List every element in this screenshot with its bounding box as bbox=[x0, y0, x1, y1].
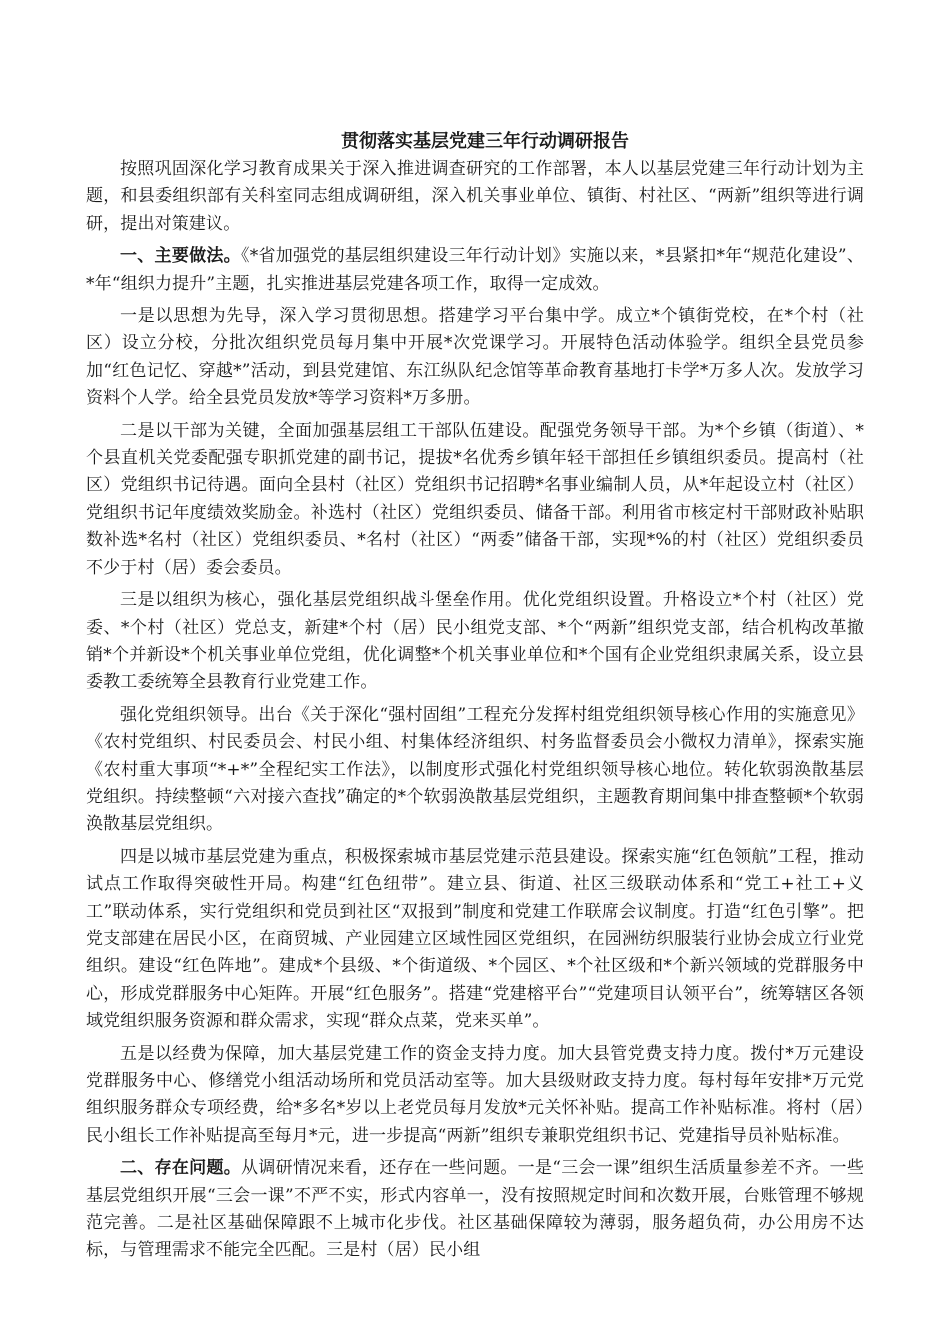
paragraph-point-2 bbox=[86, 418, 864, 582]
paragraph-section-1 bbox=[86, 243, 864, 298]
paragraph-text: 三是以组织为核心，强化基层党组织战斗堡垒作用。优化党组织设置。升格设立*个村（社区）党委、*个村（社区）党总支，新建*个村（居）民小组党支部、*个“两新”组织党支部，结合机构改革撤销*个并新设*个机关事业单位党组，优化调整*个机关事业单位和*个国有企业党组织隶属关系，设立县委教工委统筹全县教育行业党建工作。 bbox=[86, 590, 864, 693]
document-body bbox=[86, 128, 864, 1265]
paragraph-text: 强化党组织领导。出台《关于深化“强村固组”工程充分发挥村组党组织领导核心作用的实施意见》《农村党组织、村民委员会、村民小组、村集体经济组织、村务监督委员会小微权力清单》，探索实施《农村重大事项“*+*”全程纪实工作法》，以制度形式强化村党组织领导核心地位。转化软弱涣散基层党组织。持续整顿“六对接六查找”确定的*个软弱涣散基层党组织，主题教育期间集中排查整顿*个软弱涣散基层党组织。 bbox=[86, 704, 864, 835]
paragraph-text: 按照巩固深化学习教育成果关于深入推进调查研究的工作部署，本人以基层党建三年行动计划为主题，和县委组织部有关科室同志组成调研组，深入机关事业单位、镇街、村社区、“两新”组织等进行调研，提出对策建议。 bbox=[86, 159, 864, 234]
paragraph-text: 四是以城市基层党建为重点，积极探索城市基层党建示范县建设。探索实施“红色领航”工程，推动试点工作取得突破性开局。构建“红色纽带”。建立县、街道、社区三级联动体系和“党工+社工+义工”联动体系，实行党组织和党员到社区“双报到”制度和党建工作联席会议制度。打造“红色引擎”。把党支部建在居民小区，在商贸城、产业园建立区域性园区党组织，在园洲纺织服装行业协会成立行业党组织。建设“红色阵地”。建成*个县级、*个街道级、*个园区、*个社区级和*个新兴领域的党群服务中心，形成党群服务中心矩阵。开展“红色服务”。搭建“党建榕平台”“党建项目认领平台”，统筹辖区各领域党组织服务资源和群众需求，实现“群众点菜，党来买单”。 bbox=[86, 846, 864, 1032]
paragraph-text: 从调研情况来看，还存在一些问题。一是“三会一课”组织生活质量参差不齐。一些基层党组织开展“三会一课”不严不实，形式内容单一，没有按照规定时间和次数开展，台账管理不够规范完善。二是社区基础保障跟不上城市化步伐。社区基础保障较为薄弱，服务超负荷，办公用房不达标，与管理需求不能完全匹配。三是村（居）民小组 bbox=[86, 1158, 864, 1261]
paragraph-section-2 bbox=[86, 1155, 864, 1265]
paragraph-point-3 bbox=[86, 587, 864, 697]
paragraph-text: 一是以思想为先导，深入学习贯彻思想。搭建学习平台集中学。成立*个镇街党校，在*个村（社区）设立分校，分批次组织党员每月集中开展*次党课学习。开展特色活动体验学。组织全县党员参加“红色记忆、穿越*”活动，到县党建馆、东江纵队纪念馆等革命教育基地打卡学*万多人次。发放学习资料个人学。给全县党员发放*等学习资料*万多册。 bbox=[86, 306, 864, 409]
paragraph-point-1 bbox=[86, 303, 864, 413]
section-heading-main-practices: 一、主要做法。 bbox=[120, 246, 241, 267]
paragraph-point-4 bbox=[86, 844, 864, 1036]
section-heading-problems: 二、存在问题。 bbox=[120, 1158, 242, 1179]
paragraph-intro bbox=[86, 156, 864, 238]
paragraph-text: 二是以干部为关键，全面加强基层组工干部队伍建设。配强党务领导干部。为*个乡镇（街道）、*个县直机关党委配强专职抓党建的副书记，提拔*名优秀乡镇年轻干部担任乡镇组织委员。提高村（社区）党组织书记待遇。面向全县村（社区）党组织书记招聘*名事业编制人员，从*年起设立村（社区）党组织书记年度绩效奖励金。补选村（社区）党组织委员、储备干部。利用省市核定村干部财政补贴职数补选*名村（社区）党组织委员、*名村（社区）“两委”储备干部，实现*%的村（社区）党组织委员不少于村（居）委会委员。 bbox=[86, 420, 864, 578]
document-title: 贯彻落实基层党建三年行动调研报告 bbox=[341, 131, 629, 152]
paragraph-text: 《*省加强党的基层组织建设三年行动计划》实施以来，*县紧扣*年“规范化建设”、*年“组织力提升”主题，扎实推进基层党建各项工作，取得一定成效。 bbox=[86, 246, 864, 294]
paragraph-leadership bbox=[86, 702, 864, 839]
paragraph-text: 五是以经费为保障，加大基层党建工作的资金支持力度。加大县管党费支持力度。拨付*万元建设党群服务中心、修缮党小组活动场所和党员活动室等。加大县级财政支持力度。每村每年安排*万元党组织服务群众专项经费，给*多名*岁以上老党员每月发放*元关怀补贴。提高工作补贴标准。将村（居）民小组长工作补贴提高至每月*元，进一步提高“两新”组织专兼职党组织书记、党建指导员补贴标准。 bbox=[86, 1043, 864, 1146]
paragraph-point-5 bbox=[86, 1041, 864, 1151]
